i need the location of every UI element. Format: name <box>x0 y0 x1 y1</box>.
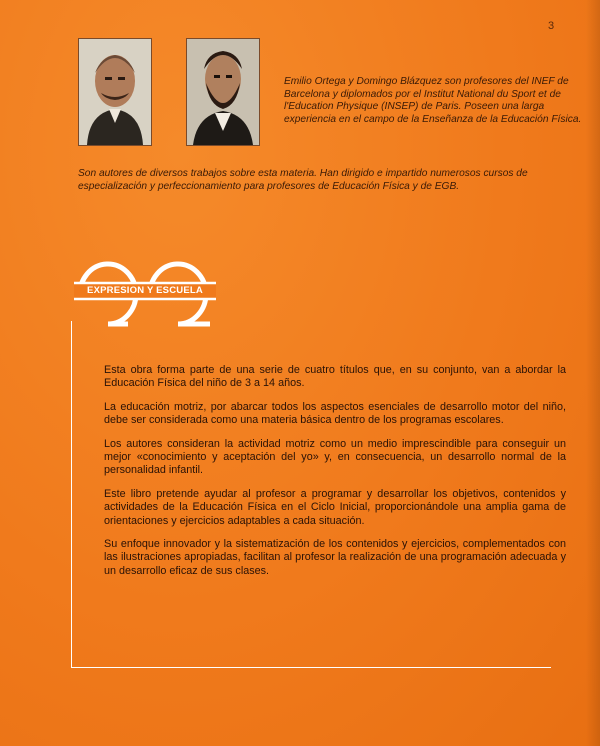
scan-edge-shadow <box>586 0 600 746</box>
authors-bio: Emilio Ortega y Domingo Blázquez son profesores del INEF de Barcelona y diplomados por el Institut National du Sport et de l'Education Physique (INSEP) de Paris. Poseen una larga experiencia en el campo de la Enseñanza de la Educación Física. <box>284 76 582 125</box>
description-paragraph-2: La educación motriz, por abarcar todos los aspectos esenciales de desarrollo motor del niño, debe ser considerada como una materia básica dentro de los programas escolares. <box>104 400 566 427</box>
author-photo-2 <box>186 38 260 146</box>
page-number: 3 <box>548 20 555 32</box>
frame-line-left <box>71 321 72 667</box>
frame-line-bottom <box>71 667 551 668</box>
author-photo-1 <box>78 38 152 146</box>
description-paragraph-3: Los autores consideran la actividad motriz como un medio imprescindible para conseguir un mejor «conocimiento y aceptación del yo» y, en consecuencia, un desarrollo normal de la personalidad infantil. <box>104 437 566 477</box>
description-paragraph-1: Esta obra forma parte de una serie de cuatro títulos que, en su conjunto, van a abordar la Educación Física del niño de 3 a 14 años. <box>104 364 566 390</box>
description-paragraph-5: Su enfoque innovador y la sistematización de los contenidos y ejercicios, complementados con las ilustraciones apropiadas, facilitan al profesor la realización de una programación adecuada y un desarrollo eficaz de sus clases. <box>104 538 566 577</box>
expresion-y-escuela-logo <box>70 256 220 332</box>
description-paragraph-4: Este libro pretende ayudar al profesor a programar y desarrollar los objetivos, contenidos y actividades de la Educación Física en el Ciclo Inicial, proporcionándole una amplia gama de orientaciones y ejercicios adaptables a cada situación. <box>104 487 566 527</box>
book-description <box>104 364 566 588</box>
authors-works: Son autores de diversos trabajos sobre esta materia. Han dirigido e impartido numerosos cursos de especialización y perfeccionamiento para profesores de Educación Física y de EGB. <box>78 168 528 192</box>
logo-text: EXPRESION Y ESCUELA <box>87 285 203 296</box>
